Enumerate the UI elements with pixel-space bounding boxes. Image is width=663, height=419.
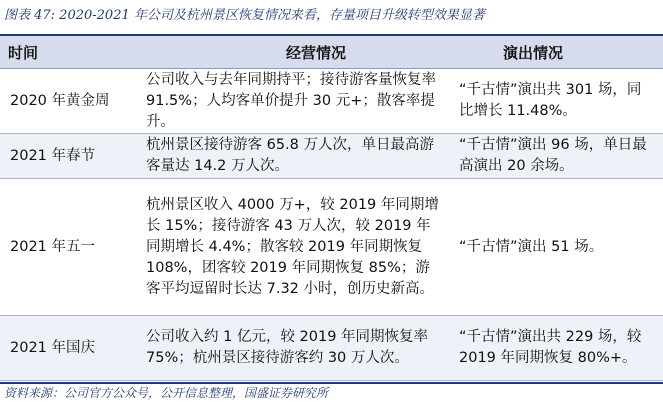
header-operations: 经营情况 xyxy=(140,36,443,69)
table-row xyxy=(0,134,663,179)
header-time: 时间 xyxy=(0,36,140,69)
cell-operations: 杭州景区收入 4000 万+，较 2019 年同期增长 15%；接待游客 43 万人次，较 2019 年同期增长 4.4%；散客较 2019 年同期恢复 108%，团客较 2019 年同期恢复 85%；游客平均逗留时长达 7.32 小时，创历史新高。 xyxy=(140,179,443,316)
header-row xyxy=(0,36,663,69)
table-row xyxy=(0,179,663,316)
cell-operations: 公司收入与去年同期持平；接待游客量恢复率 91.5%；人均客单价提升 30 元+；散客率提升。 xyxy=(140,69,443,134)
source-note: 资料来源：公司官方公众号，公开信息整理，国盛证券研究所 xyxy=(4,386,329,400)
table-row xyxy=(0,69,663,134)
cell-time: 2021 年春节 xyxy=(0,134,140,179)
cell-time: 2021 年五一 xyxy=(0,179,140,316)
header-performance: 演出情况 xyxy=(443,36,663,69)
cell-operations: 公司收入约 1 亿元，较 2019 年同期恢复率 75%；杭州景区接待游客约 30 万人次。 xyxy=(140,316,443,381)
table-row xyxy=(0,316,663,381)
recovery-table xyxy=(0,36,663,381)
cell-time: 2021 年国庆 xyxy=(0,316,140,381)
cell-operations: 杭州景区接待游客 65.8 万人次，单日最高游客量达 14.2 万人次。 xyxy=(140,134,443,179)
cell-performance: “千古情”演出 96 场，单日最高演出 20 余场。 xyxy=(443,134,663,179)
cell-performance: “千古情”演出共 229 场，较 2019 年同期恢复 80%+。 xyxy=(443,316,663,381)
cell-performance: “千古情”演出共 301 场，同比增长 11.48%。 xyxy=(443,69,663,134)
cell-performance: “千古情”演出 51 场。 xyxy=(443,179,663,316)
cell-time: 2020 年黄金周 xyxy=(0,69,140,134)
figure-caption: 图表 47: 2020-2021 年公司及杭州景区恢复情况来看，存量项目升级转型效果显著 xyxy=(4,8,485,23)
bottom-rule xyxy=(0,382,663,384)
